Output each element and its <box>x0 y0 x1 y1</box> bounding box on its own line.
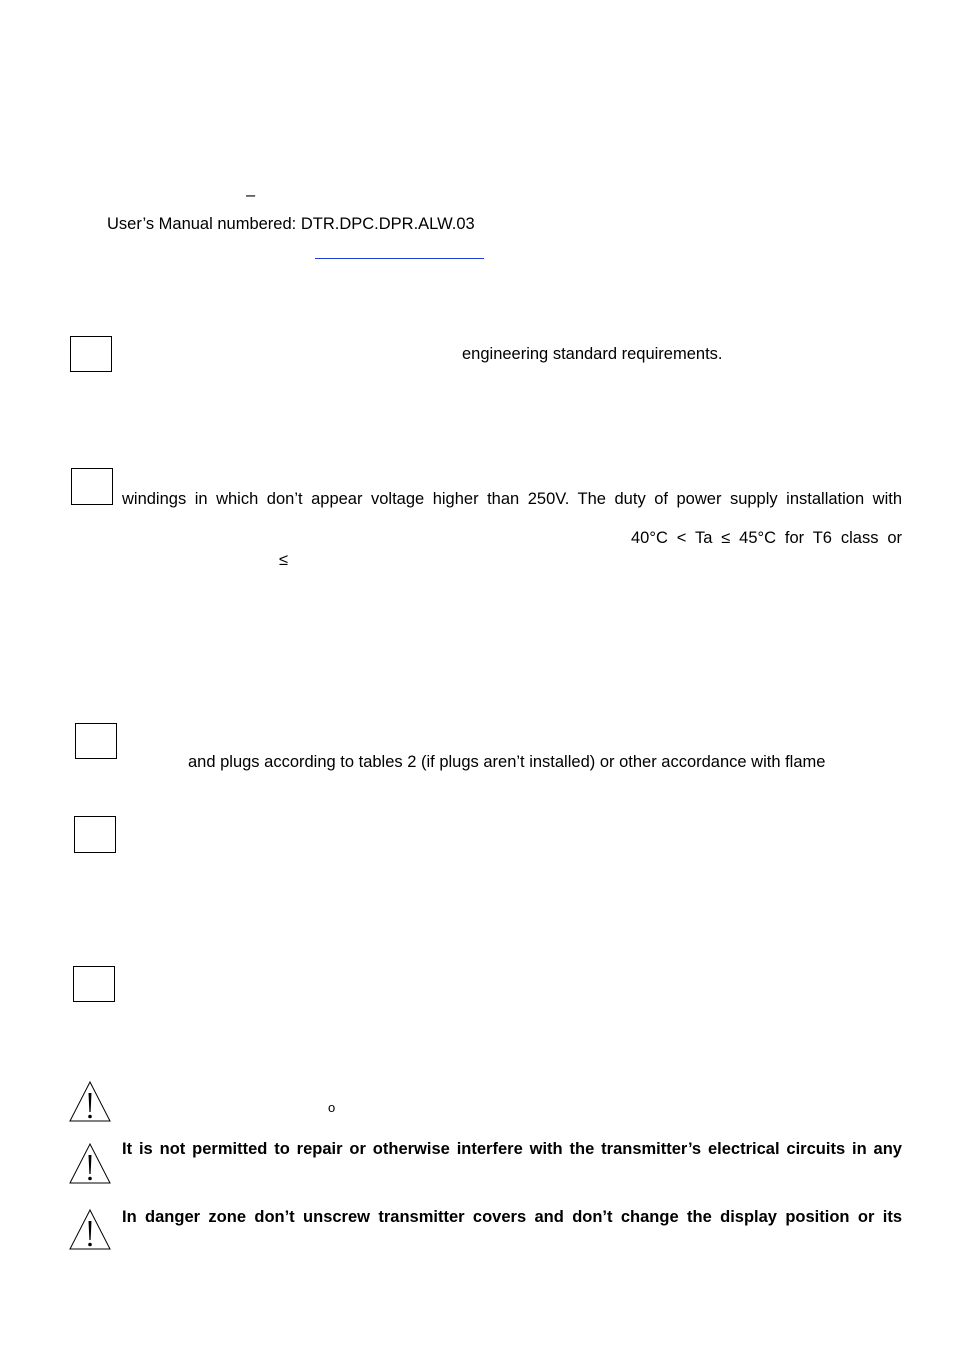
checkbox-5[interactable] <box>73 966 115 1002</box>
item-3-text: and plugs according to tables 2 (if plugs aren’t installed) or other accordance with flame <box>188 753 826 771</box>
degree-mark: o <box>328 1100 336 1115</box>
checkbox-3[interactable] <box>75 723 117 759</box>
checkbox-1[interactable] <box>70 336 112 372</box>
hyperlink-underline[interactable] <box>315 258 484 259</box>
warning-3-text: In danger zone don’t unscrew transmitter covers and don’t change the display position or its <box>122 1208 902 1226</box>
warning-triangle-icon <box>68 1080 112 1124</box>
dash-mark: – <box>246 186 256 204</box>
item-1-text: engineering standard requirements. <box>462 345 723 363</box>
leq-symbol: ≤ <box>279 551 289 569</box>
item-2-line-1: windings in which don’t appear voltage higher than 250V. The duty of power supply installation with <box>122 490 902 508</box>
manual-number-line: User’s Manual numbered: DTR.DPC.DPR.ALW.03 <box>107 215 475 233</box>
checkbox-4[interactable] <box>74 816 116 853</box>
checkbox-2[interactable] <box>71 468 113 505</box>
warning-triangle-icon <box>68 1208 112 1252</box>
warning-triangle-icon <box>68 1142 112 1186</box>
item-2-line-2: 40°C < Ta ≤ 45°C for T6 class or <box>631 529 902 547</box>
warning-2-text: It is not permitted to repair or otherwise interfere with the transmitter’s electrical circuits in any <box>122 1140 902 1158</box>
